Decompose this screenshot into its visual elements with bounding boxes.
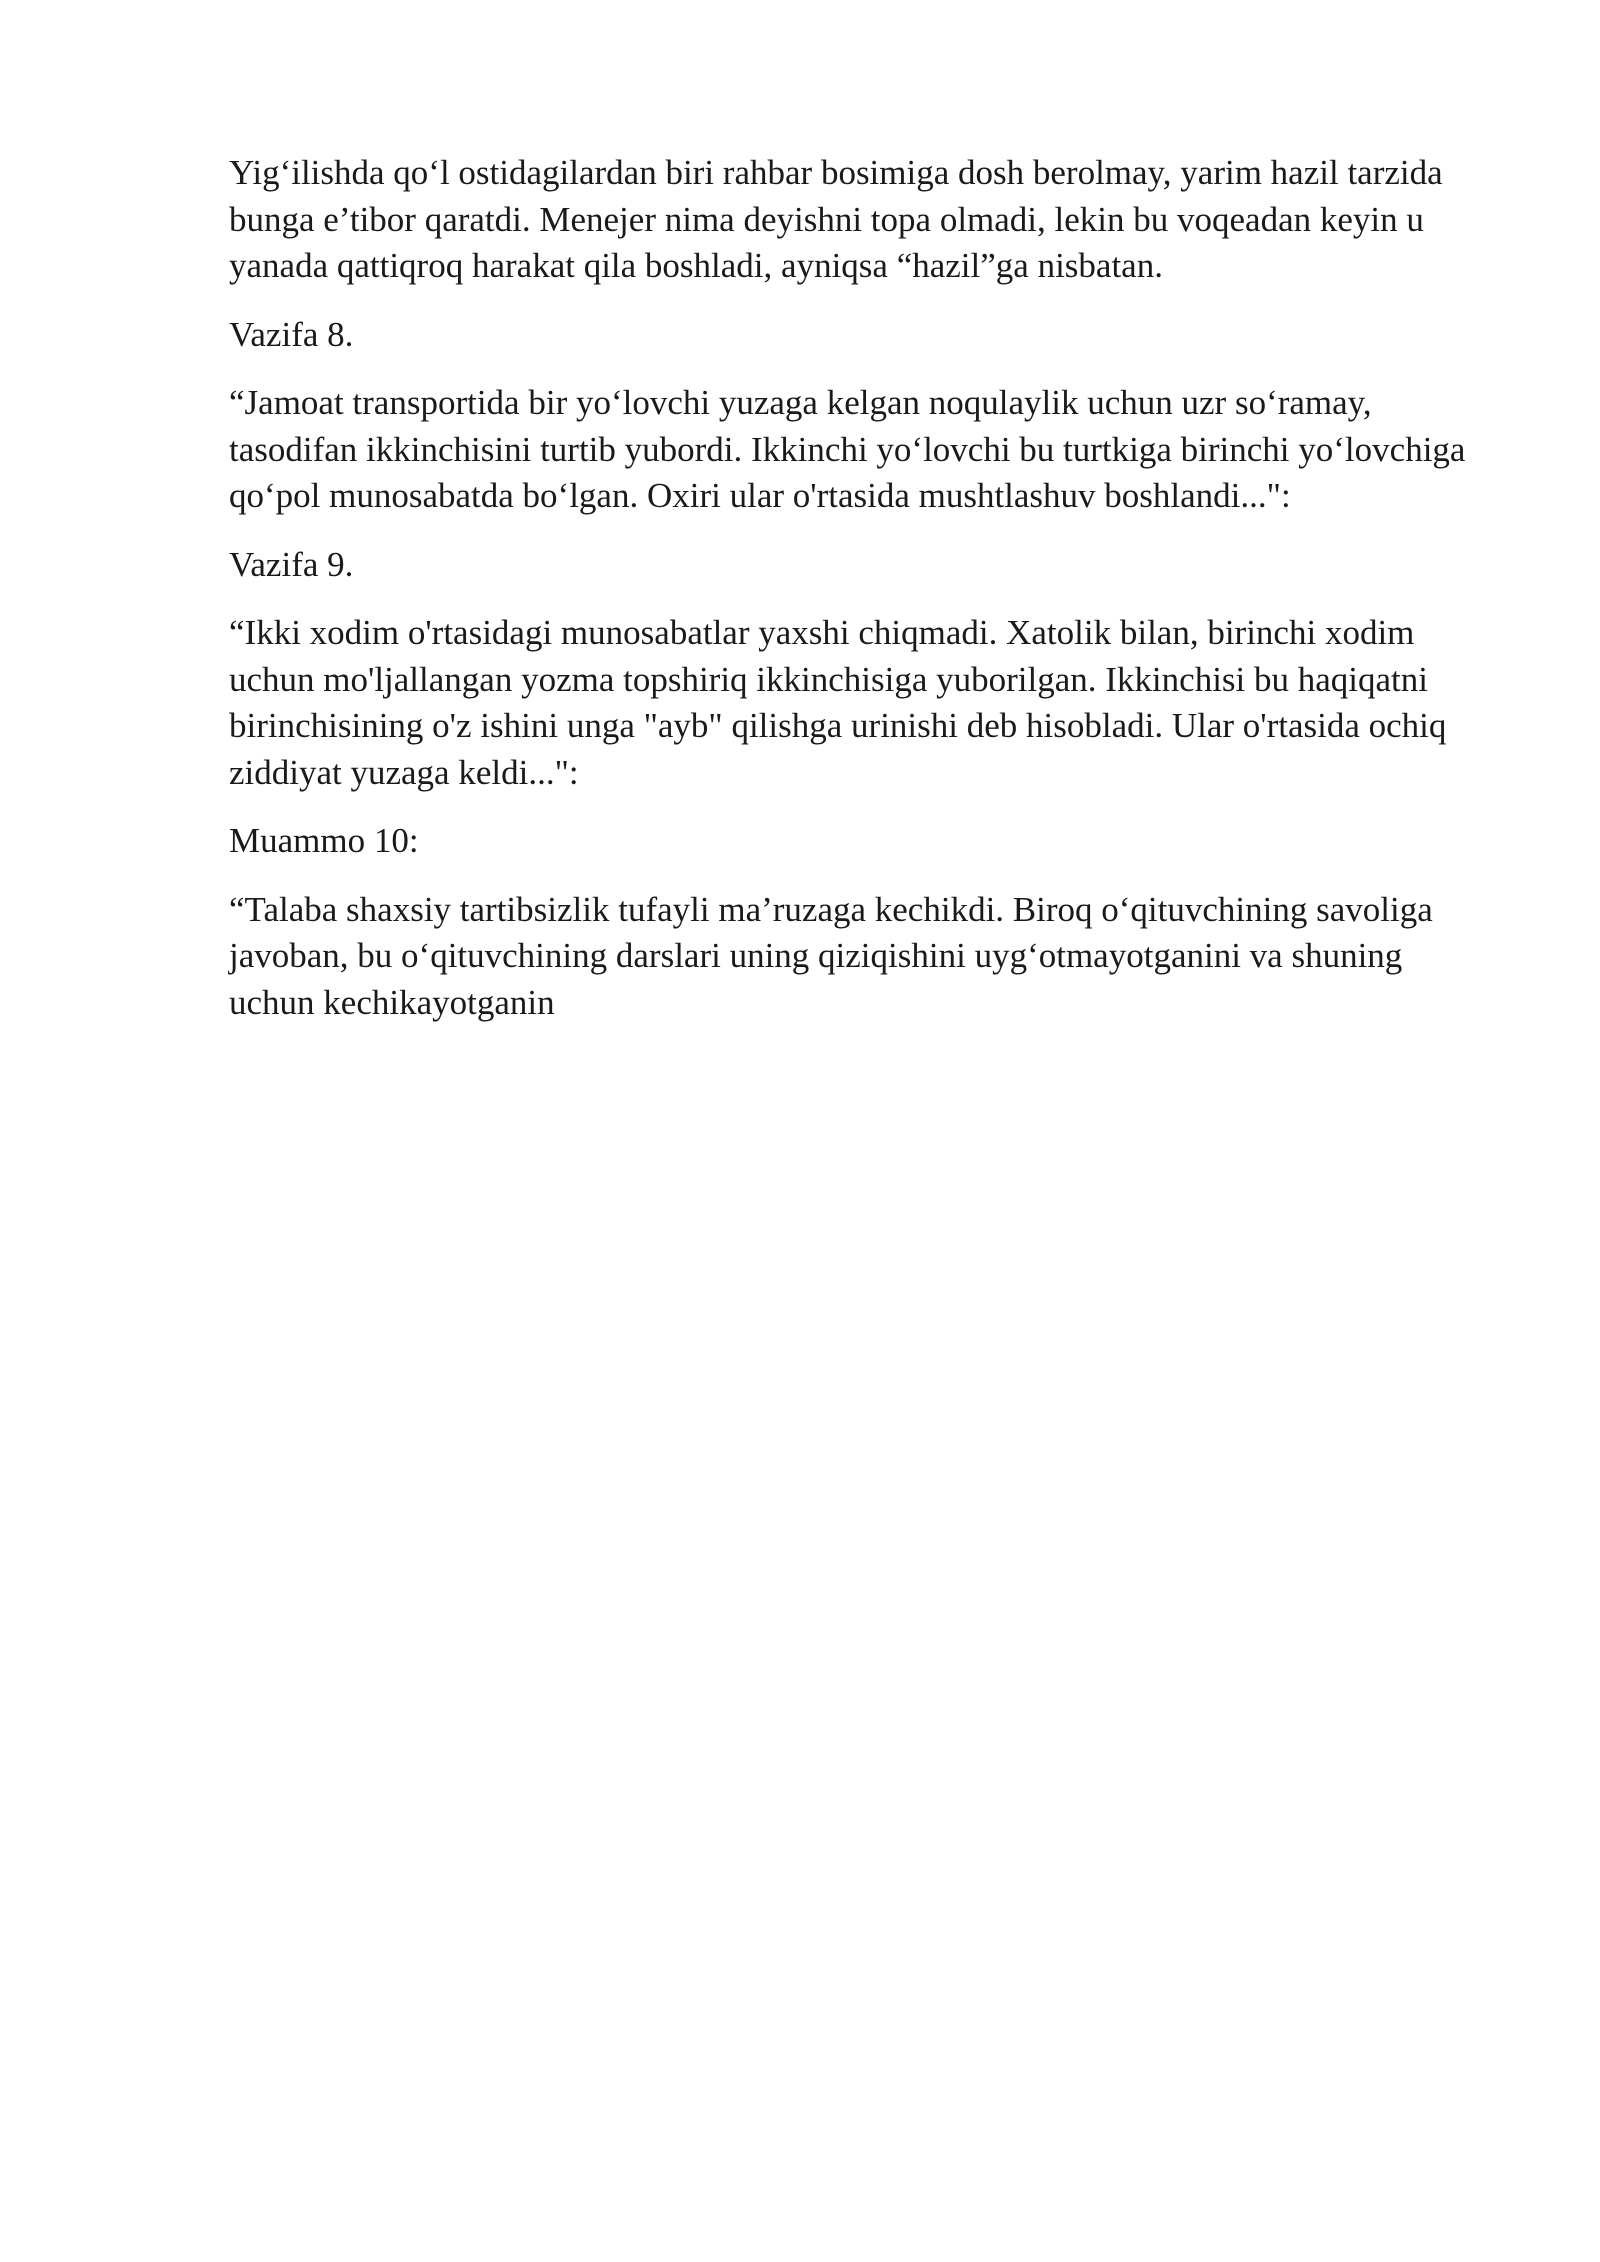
heading-task-8: Vazifa 8. <box>229 314 354 354</box>
heading-problem-10: Muammo 10: <box>229 821 419 860</box>
document-body <box>229 150 1489 1048</box>
paragraph-employees-conflict: “Ikki xodim o'rtasidagi munosabatlar yaxshi chiqmadi. Xatolik bilan, birinchi xodim uchun mo'ljallangan yozma topshiriq ikkinchisiga yuborilgan. Ikkinchisi bu haqiqatni birinchisining o'z ishini unga "ayb" qilishga urinishi deb hisobladi. Ular o'rtasida ochiq ziddiyat yuzaga keldi...": <box>229 613 1447 792</box>
heading-task-9: Vazifa 9. <box>229 544 354 584</box>
paragraph-meeting-joke: Yig‘ilishda qo‘l ostidagilardan biri rahbar bosimiga dosh berolmay, yarim hazil tarzida bunga e’tibor qaratdi. Menejer nima deyishni topa olmadi, lekin bu voqeadan keyin u yanada qattiqroq harakat qila boshladi, ayniqsa “hazil”ga nisbatan. <box>229 153 1443 285</box>
paragraph-student-late: “Talaba shaxsiy tartibsizlik tufayli ma’ruzaga kechikdi. Biroq o‘qituvchining savoliga javoban, bu o‘qituvchining darslari uning qiziqishini uyg‘otmayotganini va shuning uchun kechikayotganin <box>229 889 1433 1022</box>
paragraph-public-transport: “Jamoat transportida bir yo‘lovchi yuzaga kelgan noqulaylik uchun uzr so‘ramay, tasodifan ikkinchisini turtib yubordi. Ikkinchi yo‘lovchi bu turtkiga birinchi yo‘lovchiga qo‘pol munosabatda bo‘lgan. Oxiri ular o'rtasida mushtlashuv boshlandi...": <box>229 383 1466 515</box>
